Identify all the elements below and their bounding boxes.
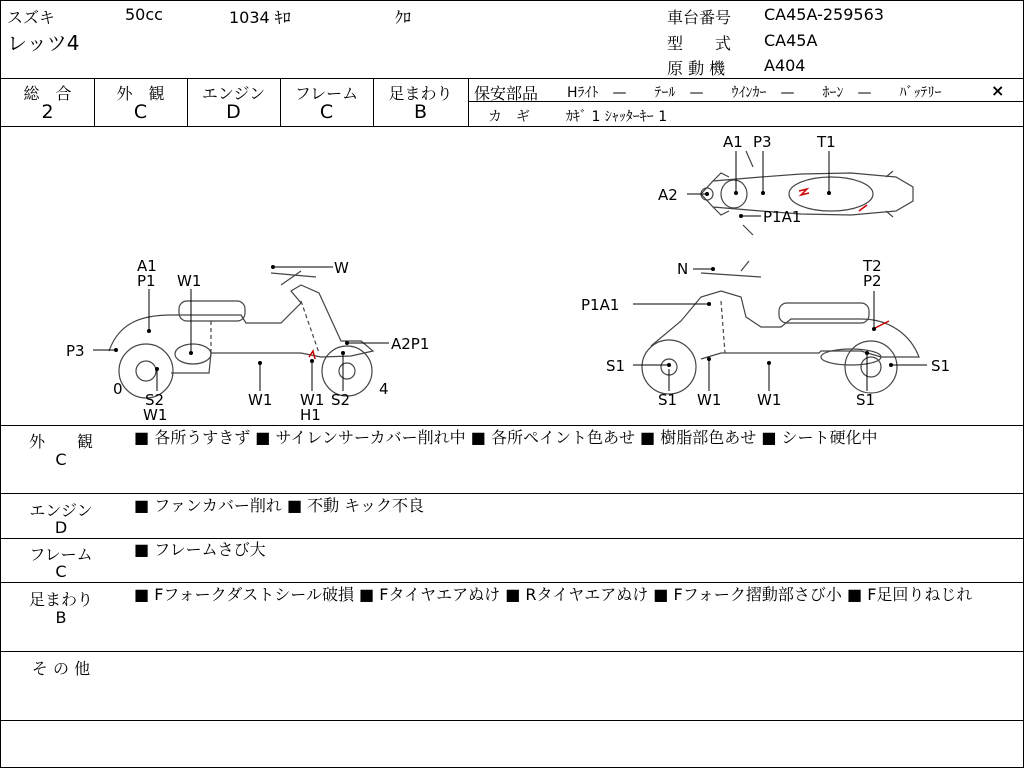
grade-label-frame: フレーム	[294, 84, 359, 103]
label-left-p3: P3	[66, 342, 85, 360]
frame-no-label: 車台番号	[667, 8, 732, 27]
remark-grade-engine: D	[54, 518, 68, 537]
label-left-s2b: S2	[331, 391, 351, 409]
frame-no: CA45A-259563	[764, 5, 884, 24]
remark-grade-frame: C	[55, 562, 67, 581]
battery-mark: ×	[991, 81, 1005, 100]
maker: スズキ	[7, 8, 56, 27]
displacement: 50cc	[125, 5, 163, 24]
label-right-s1c: S1	[658, 391, 678, 409]
label-top-p3: P3	[753, 133, 772, 151]
label-left-0: 0	[113, 380, 123, 398]
remark-text-suspension: ■ Fフォークダストシール破損 ■ Fタイヤエアぬけ ■ Rタイヤエアぬけ ■ Fフォーク摺動部さび小 ■ F足回りねじれ	[134, 585, 973, 604]
divider	[1, 425, 1023, 426]
divider	[1, 493, 1023, 494]
remark-text-frame: ■ フレームさび大	[134, 540, 266, 559]
type-value: CA45A	[764, 31, 818, 50]
label-left-p1: P1	[137, 272, 156, 290]
label-left-4: 4	[379, 380, 389, 398]
label-right-w1b: W1	[757, 391, 782, 409]
remark-grade-suspension: B	[55, 608, 67, 627]
safety-label: 保安部品	[474, 84, 539, 103]
label-right-t2: T2	[863, 257, 882, 275]
label-top-t1: T1	[817, 133, 836, 151]
remark-category-engine: エンジン	[29, 501, 93, 520]
divider	[1, 582, 1023, 583]
grade-value-exterior: C	[133, 101, 148, 123]
label-right-s1b: S1	[931, 357, 951, 375]
damage-diagram	[1, 127, 1023, 425]
label-right-n: N	[677, 260, 689, 278]
remark-category-suspension: 足まわり	[28, 590, 93, 609]
grade-value-suspension: B	[413, 101, 428, 123]
grade-value-frame: C	[319, 101, 334, 123]
label-right-p1a1: P1A1	[581, 296, 620, 314]
label-left-s2: S2	[145, 391, 165, 409]
grade-label-exterior: 外 観	[116, 84, 165, 103]
label-right-w1a: W1	[697, 391, 722, 409]
divider	[468, 78, 469, 126]
label-right-s1d: S1	[856, 391, 876, 409]
mileage: 1034 ｷﾛ	[229, 8, 291, 27]
label-top-a1: A1	[723, 133, 743, 151]
engine-value: A404	[764, 56, 806, 75]
key-label: カ ギ	[488, 109, 530, 125]
type-label: 型 式	[667, 34, 732, 53]
key-value: ｶｷﾞ 1 ｼｬｯﾀｰｷｰ 1	[566, 109, 668, 125]
remark-text-exterior: ■ 各所うすきず ■ サイレンサーカバー削れ中 ■ 各所ペイント色あせ ■ 樹脂部色あせ ■ シート硬化中	[134, 428, 878, 447]
leader-lines	[93, 151, 927, 391]
label-left-w1d: W1	[300, 391, 325, 409]
label-left-w1: W1	[177, 272, 202, 290]
remark-grade-exterior: C	[55, 450, 67, 469]
divider	[1, 651, 1023, 652]
label-top-p1a1: P1A1	[763, 208, 802, 226]
grade-label-overall: 総 合	[23, 84, 72, 103]
model-name: レッツ4	[7, 31, 80, 55]
divider	[1, 78, 1023, 79]
label-left-h1: H1	[300, 406, 321, 424]
remark-category-other: そ の 他	[31, 659, 91, 678]
safety-items: Hﾗｲﾄ — ﾃｰﾙ — ｳｲﾝｶｰ — ﾎｰﾝ — ﾊﾞｯﾃﾘｰ	[567, 85, 942, 101]
remark-category-frame: フレーム	[29, 545, 93, 564]
label-left-a2p1: A2P1	[391, 335, 430, 353]
label-left-w: W	[334, 259, 349, 277]
color: ｸﾛ	[395, 8, 412, 27]
label-right-p2: P2	[863, 272, 882, 290]
label-left-w1c: W1	[248, 391, 273, 409]
engine-label: 原 動 機	[667, 59, 726, 78]
grade-value-overall: 2	[41, 101, 54, 123]
label-right-s1a: S1	[606, 357, 626, 375]
grade-value-engine: D	[226, 101, 241, 123]
grade-label-engine: エンジン	[201, 84, 266, 103]
label-top-a2: A2	[658, 186, 678, 204]
divider	[1, 720, 1023, 721]
label-left-a1: A1	[137, 257, 157, 275]
label-left-w1b: W1	[143, 406, 168, 424]
remark-category-exterior: 外 観	[28, 432, 93, 451]
grade-label-suspension: 足まわり	[388, 84, 453, 103]
remark-text-engine: ■ ファンカバー削れ ■ 不動 キック不良	[134, 496, 424, 515]
